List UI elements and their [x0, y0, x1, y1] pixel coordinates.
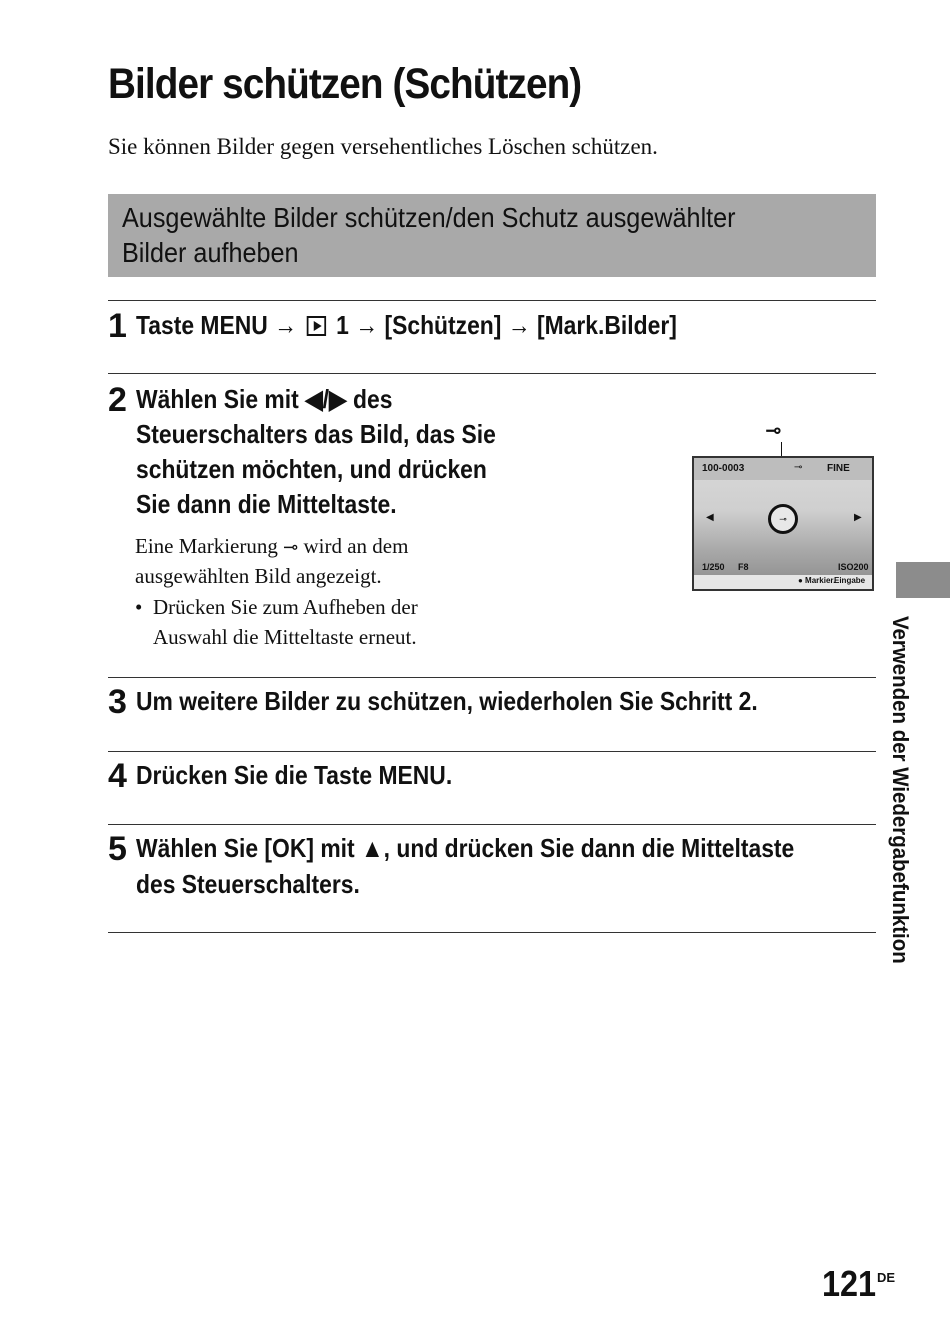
- bullet-dot: •: [135, 595, 143, 619]
- screen-enter-label: Eingabe: [834, 576, 866, 585]
- page-language: DE: [877, 1270, 896, 1285]
- step-text: Drücken Sie die Taste MENU.: [136, 760, 453, 790]
- step-1-text-b: 1 → [Schützen] → [Mark.Bilder]: [329, 310, 677, 340]
- step-number: 2: [108, 381, 127, 419]
- page-number: 121: [822, 1263, 877, 1304]
- screen-quality: FINE: [827, 463, 850, 474]
- bullet-line-2: Auswahl die Mitteltaste erneut.: [153, 625, 417, 649]
- divider: [108, 824, 876, 825]
- playback-icon: [307, 316, 326, 336]
- screen-shutter: 1/250: [702, 562, 725, 572]
- step-2-line-4: Sie dann die Mitteltaste.: [136, 489, 397, 519]
- step-5-line-1: Wählen Sie [OK] mit ▲, und drücken Sie dann die Mitteltaste: [136, 833, 795, 863]
- screen-right-arrow-icon: ▶: [854, 512, 862, 523]
- screen-aperture: F8: [738, 562, 749, 572]
- body-text-b: wird an dem: [298, 534, 409, 558]
- screen-iso: ISO200: [838, 562, 869, 572]
- page-title: Bilder schützen (Schützen): [108, 60, 582, 108]
- step-2-line-3: schützen möchten, und drücken: [136, 454, 487, 484]
- chapter-tab-marker: [896, 562, 950, 598]
- screen-file-number: 100-0003: [702, 463, 745, 474]
- step-number: 5: [108, 830, 127, 868]
- section-header: [108, 194, 876, 277]
- step-2-body: [135, 531, 408, 563]
- step-number: 3: [108, 683, 127, 721]
- step-text: [136, 308, 677, 343]
- step-number: 4: [108, 757, 127, 795]
- step-2-line-1: Wählen Sie mit ◀/▶ des: [136, 384, 393, 414]
- protect-key-icon: ⊸: [283, 537, 299, 558]
- step-5-line-2: des Steuerschalters.: [136, 869, 360, 899]
- screen-protect-icon: ⊸: [794, 462, 803, 473]
- step-1-text-a: Taste MENU →: [136, 310, 304, 340]
- screen-center-mark: [768, 504, 798, 534]
- divider: [108, 751, 876, 752]
- step-2-body-line-2: ausgewählten Bild angezeigt.: [135, 564, 382, 588]
- step-text: Um weitere Bilder zu schützen, wiederholen Sie Schritt 2.: [136, 686, 758, 716]
- screen-left-arrow-icon: ◀: [706, 512, 714, 523]
- screen-center-key-icon: ⊸: [779, 513, 787, 524]
- intro-text: Sie können Bilder gegen versehentliches Löschen schützen.: [108, 134, 658, 159]
- screen-mark-label: ● Markier.: [798, 576, 836, 585]
- step-2-line-2: Steuerschalters das Bild, das Sie: [136, 419, 496, 449]
- camera-screen-illustration: [692, 456, 874, 591]
- section-header-line-1: Ausgewählte Bilder schützen/den Schutz ausgewählter: [122, 202, 736, 233]
- callout-key-icon: ⊸: [765, 418, 782, 442]
- divider: [108, 932, 876, 933]
- body-text-a: Eine Markierung: [135, 534, 284, 558]
- divider: [108, 677, 876, 678]
- chapter-tab-label: Verwenden der Wiedergabefunktion: [888, 616, 913, 964]
- step-number: 1: [108, 307, 127, 345]
- bullet-line-1: Drücken Sie zum Aufheben der: [153, 595, 418, 619]
- divider: [108, 300, 876, 301]
- divider: [108, 373, 876, 374]
- section-header-line-2: Bilder aufheben: [122, 237, 299, 268]
